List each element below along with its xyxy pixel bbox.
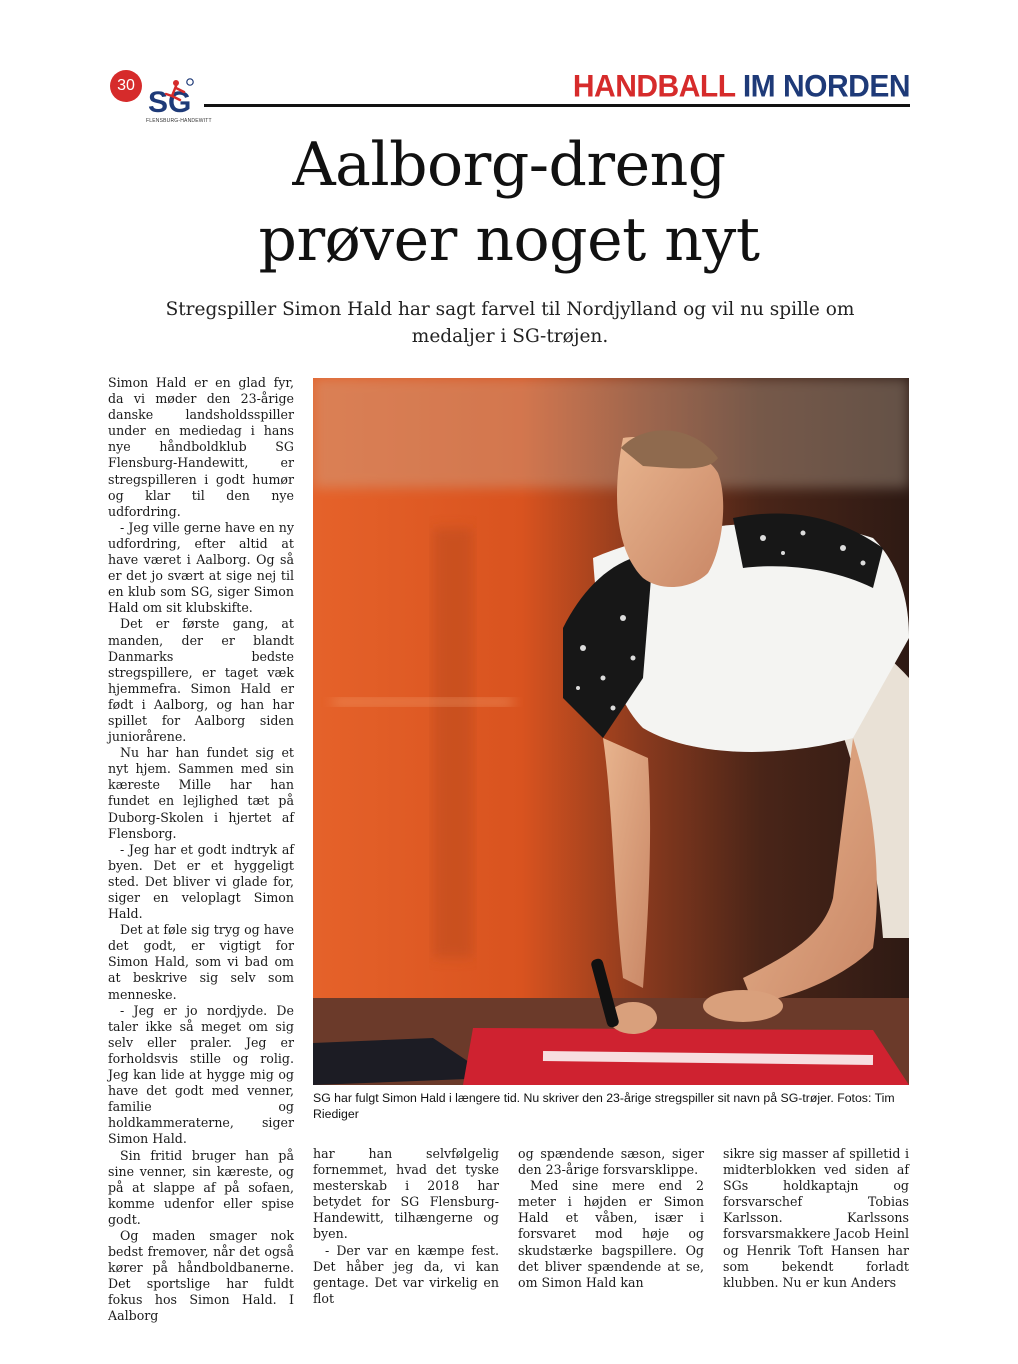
paragraph: - Jeg har et godt indtryk af byen. Det er et hyggeligt sted. Det bliver vi glade for, siger en veloplagt Simon Hald. (108, 841, 294, 922)
paragraph: Nu har han fundet sig et nyt hjem. Sammen med sin kæreste Mille har han fundet en lejlighed tæt på Duborg-Skolen i hjertet af Flensborg. (108, 745, 294, 841)
headline-line-2: prøver noget nyt (258, 205, 760, 275)
paragraph: sikre sig masser af spilletid i midterblokken ved siden af SGs holdkaptajn og forsvarschef Tobias Karlsson. Karlssons forsvarsmakkere Jacob Heinl og Henrik Toft Hansen har som bekendt forladt klubben. Nu er kun Anders (723, 1146, 909, 1290)
body-column-3 (518, 1146, 704, 1291)
paragraph: - Jeg er jo nordjyde. De taler ikke så meget om sig selv eller praler. Jeg er forholdsvis stille og rolig. Jeg kan lide at hygge mig og have det godt med venner, familie og holdkammeraterne, siger Simon Hald. (108, 1002, 294, 1147)
section-title (573, 69, 910, 105)
paragraph: og spændende sæson, siger den 23-årige forsvarsklippe. (518, 1146, 704, 1178)
paragraph: Med sine mere end 2 meter i højden er Simon Hald et våben, især i forsvaret mod høje og skudstærke bagspillere. Og det bliver spændende at se, om Simon Hald kan (518, 1178, 704, 1290)
paragraph: Det er første gang, at manden, der er blandt Danmarks bedste stregspillere, er taget væk hjemmefra. Simon Hald er født i Aalborg, og han har spillet for Aalborg siden juniorårene. (108, 616, 294, 745)
paragraph: Simon Hald er en glad fyr, da vi møder den 23-årige danske landsholdsspiller under en mediedag i hans nye håndboldklub SG Flensburg-Handewitt, er stregspilleren i godt humør og klar til den nye udfordring. (108, 375, 294, 519)
svg-text:SG: SG (148, 86, 192, 119)
paragraph: - Der var en kæmpe fest. Det håber jeg da, vi kan gentage. Det var virkelig en flot (313, 1242, 499, 1306)
body-column-4 (723, 1146, 909, 1291)
photo-caption: SG har fulgt Simon Hald i længere tid. Nu skriver den 23-årige stregspiller sit navn på SG-trøjer. Fotos: Tim Riediger (313, 1091, 895, 1121)
page-number-badge: 30 (110, 70, 142, 102)
headline-line-1: Aalborg-dreng (292, 130, 726, 200)
paragraph: har han selvfølgelig fornemmet, hvad det tyske mesterskab i 2018 har betydet for SG Flensburg-Handewitt, tilhængerne og byen. (313, 1146, 499, 1242)
paragraph: Det at føle sig tryg og have det godt, er vigtigt for Simon Hald, som vi bad om at beskrive sig selv som menneske. (108, 922, 294, 1002)
section-title-red: HANDBALL (572, 69, 735, 104)
paragraph: - Jeg ville gerne have en ny udfordring, efter altid at have været i Aalborg. Og så er det jo svært at sige nej til en klub som SG, siger Simon Hald om sit klubskifte. (108, 519, 294, 616)
paragraph: Sin fritid bruger han på sine venner, sin kæreste, og på at slappe af på sofaen, komme udenfor eller spise godt. (108, 1147, 294, 1227)
body-column-1 (108, 375, 294, 1325)
paragraph: Og maden smager nok bedst fremover, når det også kører på håndboldbanerne. Det sportslige har fuldt fokus hos Simon Hald. I Aalborg (108, 1227, 294, 1324)
sg-logo-icon (146, 74, 202, 122)
article-deck: Stregspiller Simon Hald har sagt farvel til Nordjylland og vil nu spille om medaljer i SG-trøjen. (165, 299, 855, 347)
body-column-2 (313, 1146, 499, 1307)
headline (0, 128, 1018, 278)
section-title-blue: IM NORDEN (742, 69, 910, 104)
logo-caption: FLENSBURG-HANDEWITT (146, 118, 212, 124)
article-photo (313, 378, 909, 1085)
